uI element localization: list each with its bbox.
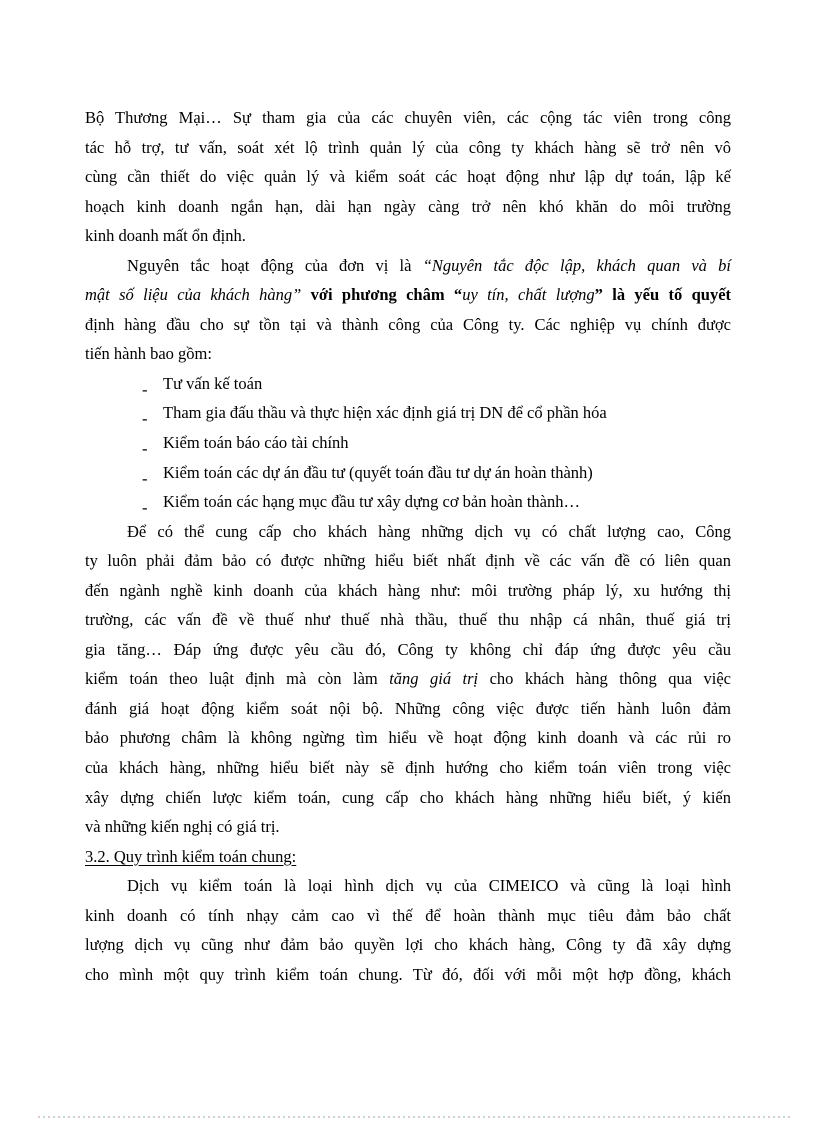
text-run: xây dựng chiến lược kiểm toán, cung cấp cho khách hàng những hiểu biết, ý kiến [85, 787, 731, 807]
text-run: cho mình một quy trình kiểm toán chung. Từ đó, đối với mỗi một hợp đồng, khách [85, 964, 731, 984]
text-line [85, 635, 731, 665]
paragraph [85, 103, 731, 251]
dash-bullet-icon: - [142, 498, 148, 518]
text-line [85, 310, 731, 340]
text-run: và những kiến nghị có giá trị. [85, 817, 280, 837]
text-line [85, 812, 731, 842]
italic-text-run: tăng giá trị [389, 669, 479, 689]
section-heading-text: 3.2. Quy trình kiểm toán chung: [85, 846, 297, 866]
document-body [85, 103, 731, 989]
text-line [85, 871, 731, 901]
text-line [85, 960, 731, 990]
list-item-text: Kiểm toán các dự án đầu tư (quyết toán đầu tư dự án hoàn thành) [163, 462, 593, 482]
text-line [85, 192, 731, 222]
list-item [85, 369, 731, 399]
list-item [85, 458, 731, 488]
dash-bullet-icon: - [142, 379, 148, 399]
paragraph [85, 871, 731, 989]
text-line [85, 339, 731, 369]
text-run: ty luôn phải đảm bảo có được những hiểu biết nhất định về các vấn đề có liên quan [85, 551, 731, 571]
list-item-text: Tham gia đấu thầu và thực hiện xác định giá trị DN để cổ phần hóa [163, 403, 607, 423]
section-heading [85, 842, 731, 872]
text-run: Để có thể cung cấp cho khách hàng những dịch vụ có chất lượng cao, Công [127, 521, 731, 541]
text-run: Nguyên tắc hoạt động của đơn vị là [127, 255, 423, 275]
list-item [85, 428, 731, 458]
footer-dotted-line [38, 1116, 790, 1118]
text-run: kiểm toán theo luật định mà còn làm [85, 669, 390, 689]
text-line [85, 546, 731, 576]
text-line [85, 280, 731, 310]
text-line [85, 517, 731, 547]
paragraph [85, 251, 731, 369]
text-run: đánh giá hoạt động kiểm soát nội bộ. Những công việc được tiến hành luôn đảm [85, 698, 731, 718]
text-run: bảo phương châm là không ngừng tìm hiểu về hoạt động kinh doanh và các rủi ro [85, 728, 731, 748]
text-run: kinh doanh mất ổn định. [85, 226, 246, 246]
text-line [85, 221, 731, 251]
text-line [85, 753, 731, 783]
dash-bullet-icon: - [142, 439, 148, 459]
service-list [85, 369, 731, 517]
text-line [85, 901, 731, 931]
list-item-text: Kiểm toán các hạng mục đầu tư xây dựng cơ bản hoàn thành… [163, 492, 580, 512]
text-run: định hàng đầu cho sự tồn tại và thành công của Công ty. Các nghiệp vụ chính được [85, 314, 731, 334]
bold-text-run: ” là yếu tố quyết [594, 285, 732, 305]
text-run: kinh doanh có tính nhạy cảm cao vì thế để hoàn thành mục tiêu đảm bảo chất [85, 905, 731, 925]
text-run: tiến hành bao gồm: [85, 344, 212, 364]
text-run: lượng dịch vụ cũng như đảm bảo quyền lợi cho khách hàng, Công ty đã xây dựng [85, 935, 731, 955]
text-line [85, 162, 731, 192]
list-item [85, 487, 731, 517]
text-run: cho khách hàng thông qua việc [478, 669, 732, 689]
paragraph [85, 517, 731, 842]
dash-bullet-icon: - [142, 409, 148, 429]
text-run: đến ngành nghề kinh doanh của khách hàng như: môi trường pháp lý, xu hướng thị [85, 580, 731, 600]
italic-text-run: mật số liệu của khách hàng” [85, 285, 302, 305]
text-run: tác hỗ trợ, tư vấn, soát xét lộ trình quản lý của công ty khách hàng sẽ trở nên vô [85, 137, 731, 157]
text-run: gia tăng… Đáp ứng được yêu cầu đó, Công ty không chỉ đáp ứng được yêu cầu [85, 639, 731, 659]
text-line [85, 605, 731, 635]
list-item-text: Tư vấn kế toán [163, 373, 263, 393]
text-line [85, 251, 731, 281]
text-line [85, 664, 731, 694]
text-run: hoạch kinh doanh ngắn hạn, dài hạn ngày càng trở nên khó khăn do môi trường [85, 196, 731, 216]
text-run: Bộ Thương Mại… Sự tham gia của các chuyên viên, các cộng tác viên trong công [85, 108, 731, 127]
text-line [85, 723, 731, 753]
text-line [85, 133, 731, 163]
text-line [85, 694, 731, 724]
list-item [85, 398, 731, 428]
text-run: trường, các vấn đề về thuế như thuế nhà thầu, thuế thu nhập cá nhân, thuế giá trị [85, 610, 731, 630]
text-line [85, 930, 731, 960]
text-run: của khách hàng, những hiểu biết này sẽ định hướng cho kiểm toán viên trong việc [85, 758, 731, 778]
list-item-text: Kiểm toán báo cáo tài chính [163, 433, 349, 453]
italic-text-run: “Nguyên tắc độc lập, khách quan và bí [422, 255, 731, 275]
text-line [85, 783, 731, 813]
text-line [85, 103, 731, 133]
italic-text-run: uy tín, chất lượng [462, 285, 595, 305]
text-run: cùng cần thiết do việc quản lý và kiểm soát các hoạt động như lập dự toán, lập kế [85, 167, 731, 187]
text-line [85, 576, 731, 606]
bold-text-run: với phương châm “ [301, 285, 463, 305]
dash-bullet-icon: - [142, 468, 148, 488]
text-run: Dịch vụ kiểm toán là loại hình dịch vụ của CIMEICO và cũng là loại hình [127, 876, 731, 896]
